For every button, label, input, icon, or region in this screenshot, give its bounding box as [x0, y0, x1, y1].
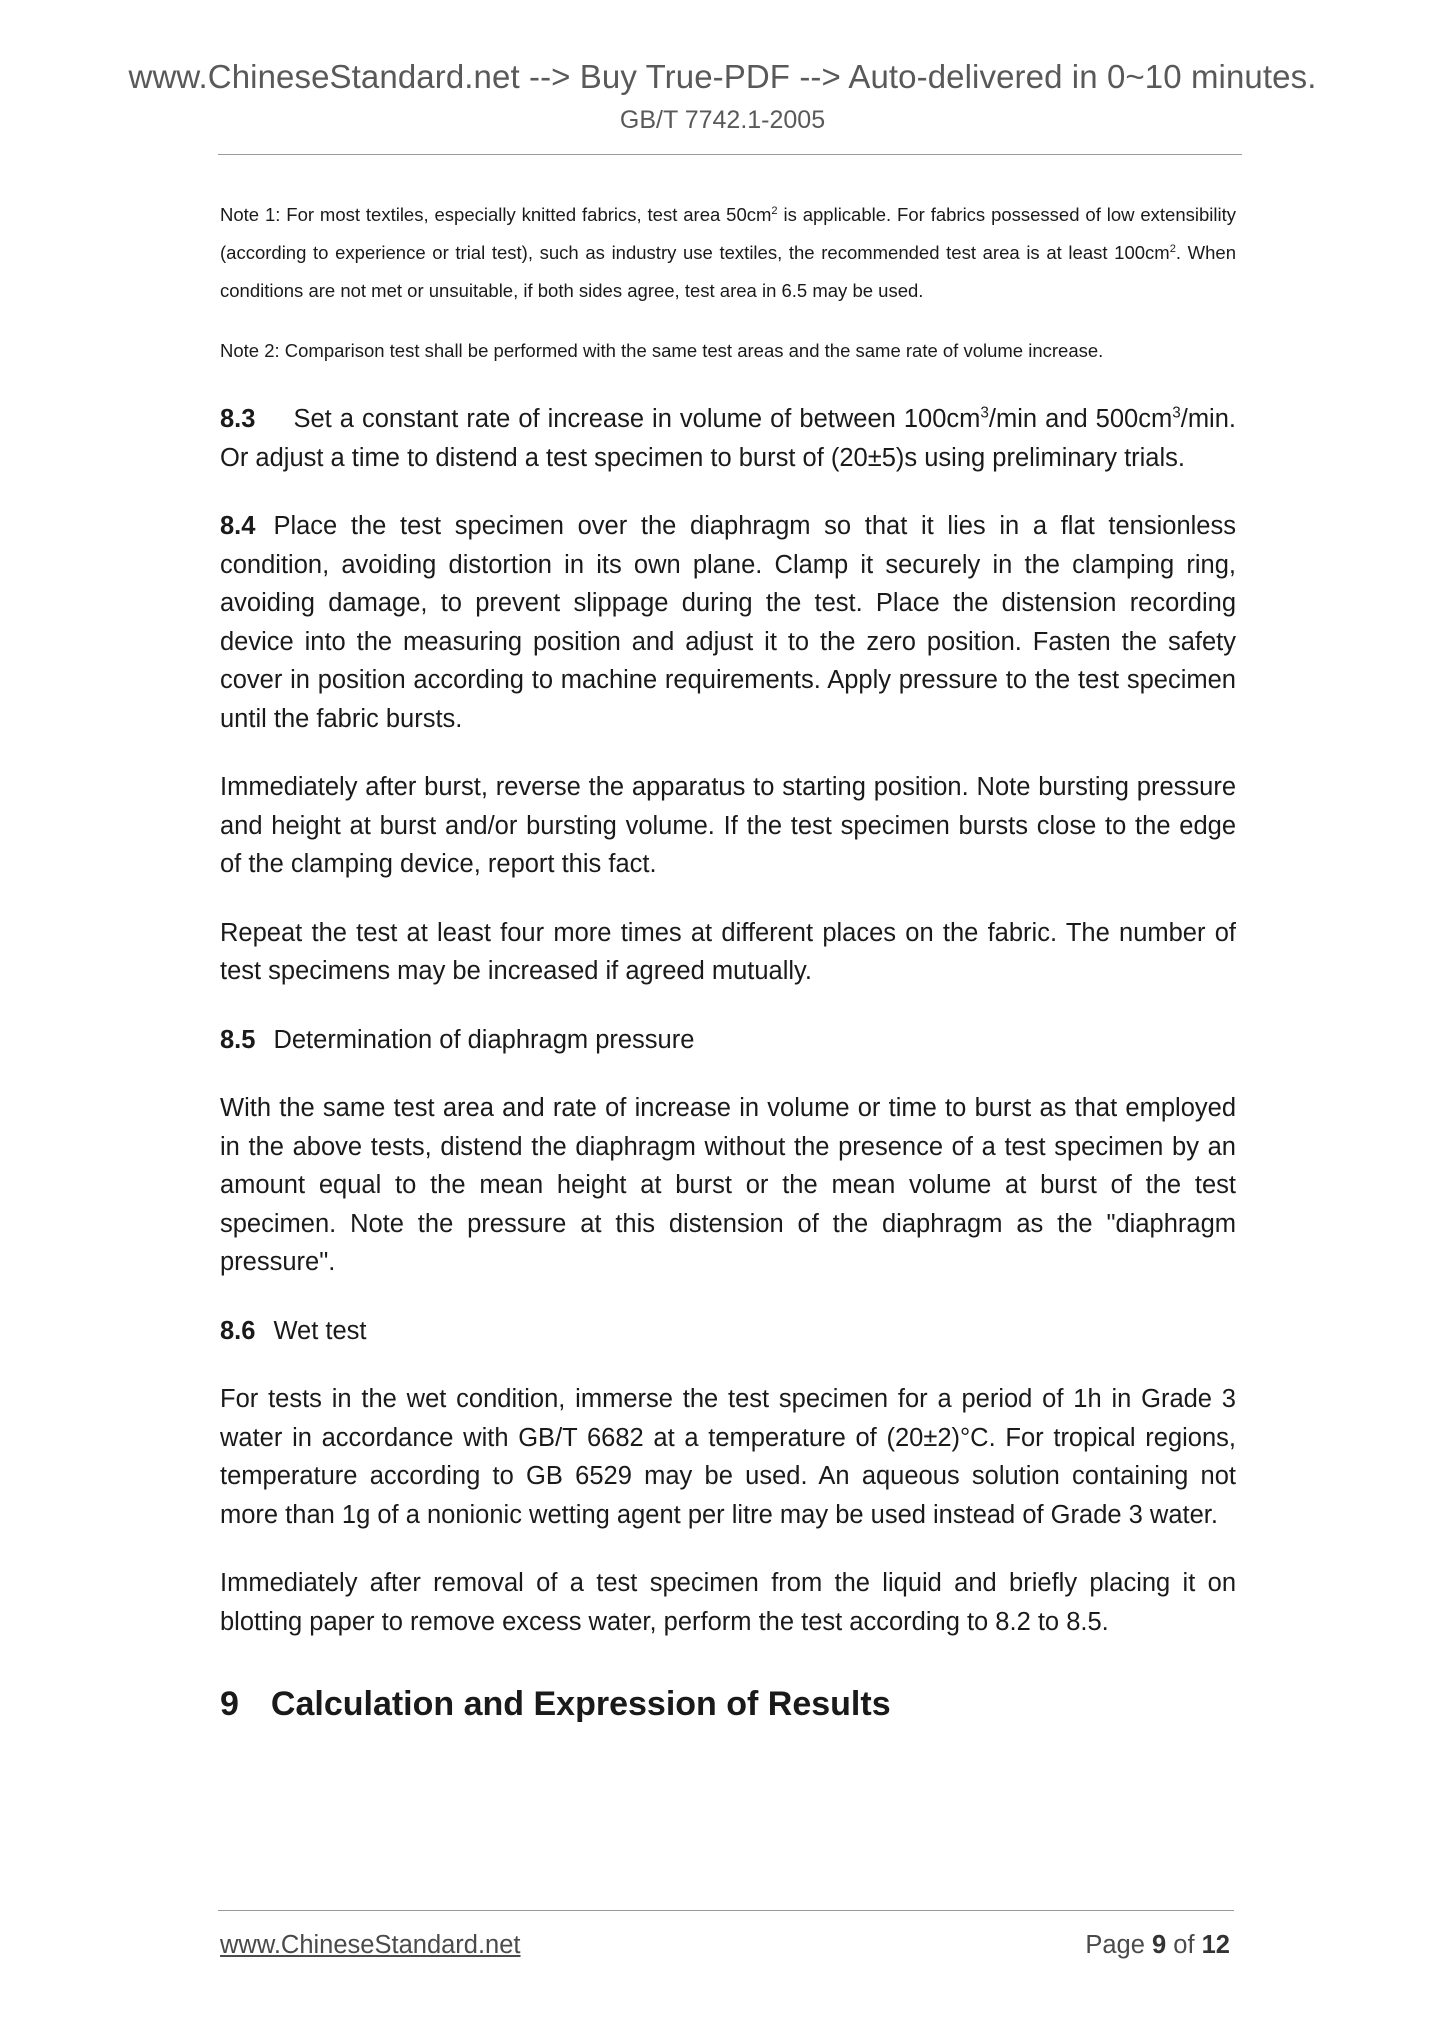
- clause-8-5-text: With the same test area and rate of increase in volume or time to burst as that employed in the above tests, distend the diaphragm without the presence of a test specimen by an amount equal to the mean height at burst or the mean volume at burst of the test specimen. Note the pressure at this distension of the diaphragm as the "diaphragm pressure".: [220, 1094, 1236, 1276]
- clause-8-6-paragraph-2: Immediately after removal of a test specimen from the liquid and briefly placing it on blotting paper to remove excess water, perform the test according to 8.2 to 8.5.: [220, 1569, 1236, 1636]
- clause-8-6-text: For tests in the wet condition, immerse the test specimen for a period of 1h in Grade 3 water in accordance with GB/T 6682 at a temperature of (20±2)°C. For tropical regions, temperature according to GB 6529 may be used. An aqueous solution containing not more than 1g of a nonionic wetting agent per litre may be used instead of Grade 3 water.: [220, 1385, 1236, 1529]
- footer-website-link[interactable]: www.ChineseStandard.net: [220, 1931, 521, 1959]
- note-1: [220, 196, 1236, 310]
- page-content: [220, 196, 1236, 1727]
- clause-8-4: [220, 507, 1236, 738]
- clause-8-5-heading: [220, 1021, 1236, 1060]
- header-divider: [218, 154, 1242, 155]
- superscript: 2: [1169, 242, 1176, 255]
- clause-8-3-text-b: /min and 500cm: [988, 405, 1173, 433]
- note-1-text-c: . When conditions are not met or unsuitable, if both sides agree, test area in 6.5 may be used.: [220, 242, 1237, 301]
- clause-8-4-text: Place the test specimen over the diaphragm so that it lies in a flat tensionless condition, avoiding distortion in its own plane. Clamp it securely in the clamping ring, avoiding damage, to prevent slippage during the test. Place the distension recording device into the measuring position and adjust it to the zero position. Fasten the safety cover in position according to machine requirements. Apply pressure to the test specimen until the fabric bursts.: [220, 512, 1236, 733]
- note-2: Note 2: Comparison test shall be performed with the same test areas and the same rate of volume increase.: [220, 340, 1104, 361]
- page-total: 12: [1201, 1931, 1230, 1959]
- clause-8-6-title: Wet test: [273, 1316, 367, 1345]
- page-current: 9: [1152, 1931, 1167, 1959]
- superscript: 2: [771, 204, 778, 217]
- clause-number: 8.5: [220, 1025, 256, 1054]
- section-number: 9: [220, 1685, 239, 1723]
- note-1-text-a: Note 1: For most textiles, especially knitted fabrics, test area 50cm: [220, 204, 772, 225]
- section-9-title: Calculation and Expression of Results: [270, 1685, 891, 1723]
- page-prefix: Page: [1085, 1931, 1152, 1959]
- clause-8-5-title: Determination of diaphragm pressure: [273, 1025, 695, 1054]
- clause-8-4-paragraph-3: Repeat the test at least four more times at different places on the fabric. The number of test specimens may be increased if agreed mutually.: [220, 918, 1236, 985]
- note-1-text-b: is applicable. For fabrics possessed of low extensibility (according to experience or trial test), such as industry use textiles, the recommended test area is at least 100cm: [220, 204, 1236, 263]
- superscript: 3: [980, 404, 989, 422]
- clause-number: 8.6: [220, 1316, 256, 1345]
- superscript: 3: [1172, 404, 1181, 422]
- clause-8-3-text-c: /min. Or adjust a time to distend a test specimen to burst of (20±5)s using preliminary trials.: [220, 405, 1236, 472]
- page-of: of: [1166, 1931, 1202, 1959]
- standard-code: GB/T 7742.1-2005: [619, 106, 826, 134]
- clause-number: 8.4: [220, 512, 256, 540]
- header-banner[interactable]: www.ChineseStandard.net --> Buy True-PDF --> Auto-delivered in 0~10 minutes.: [128, 58, 1317, 95]
- footer-divider: [218, 1910, 1234, 1911]
- section-9-heading: [220, 1681, 1236, 1727]
- page-number: [1085, 1931, 1230, 1960]
- clause-8-3: [220, 400, 1236, 477]
- clause-8-3-text-a: Set a constant rate of increase in volume of between 100cm: [293, 405, 981, 433]
- clause-8-4-paragraph-2: Immediately after burst, reverse the apparatus to starting position. Note bursting pressure and height at burst and/or bursting volume. If the test specimen bursts close to the edge of the clamping device, report this fact.: [220, 773, 1236, 878]
- clause-8-6-heading: [220, 1312, 1236, 1351]
- clause-number: 8.3: [220, 405, 256, 433]
